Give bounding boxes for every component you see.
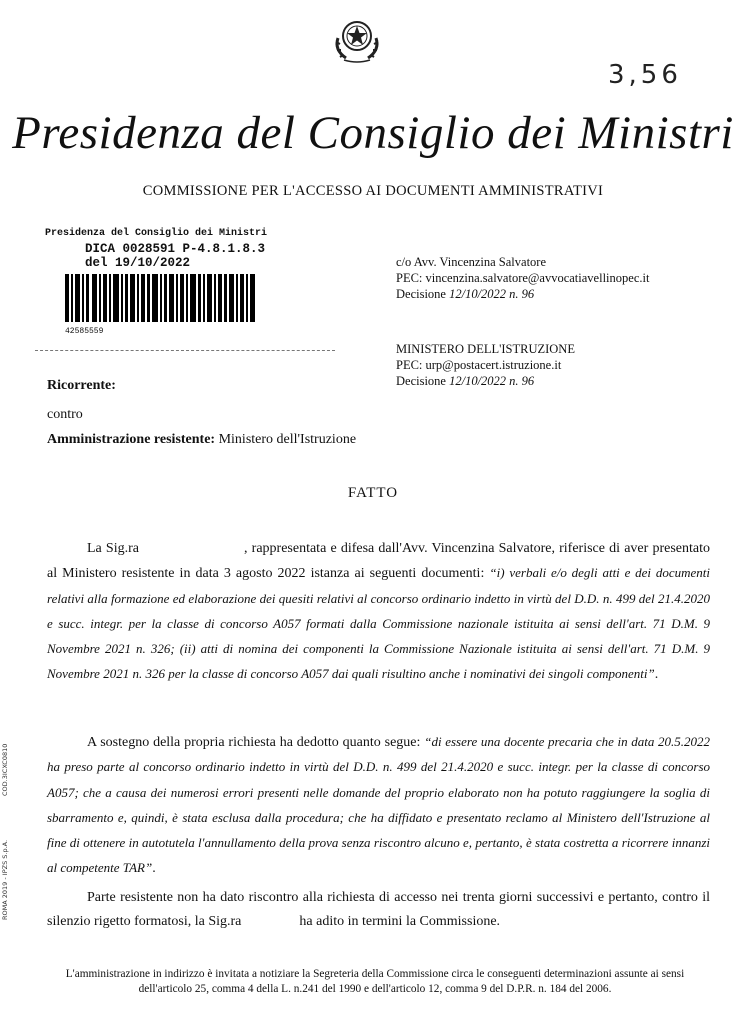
commission-heading: COMMISSIONE PER L'ACCESSO AI DOCUMENTI AMMINISTRATIVI — [142, 183, 604, 199]
page-title: Presidenza del Consiglio dei Ministri — [12, 107, 734, 159]
barcode-icon — [65, 274, 257, 322]
section-title: FATTO — [347, 485, 399, 501]
divider — [35, 350, 335, 351]
decision-value: 12/10/2022 n. 96 — [449, 374, 535, 388]
recipient-ministry-name: MINISTERO DELL'ISTRUZIONE — [396, 342, 575, 356]
paragraph-1: La Sig.ra , rappresentata e difesa dall'Avv. Vincenzina Salvatore, riferisce di aver presentato al Ministero resistente in data 3 agosto 2022 istanza ai seguenti documenti: “i) verbali e/o degli atti e dei documenti relativi alla formazione ed elaborazione dei quesiti relativi al concorso ordinario indetto in virtù del D.D. n. 499 del 21.4.2020 e succ. integr. per la classe di concorso A057 formati dalla Commissione nazionale istituita ai sensi dell'art. 71 D.M. 9 Novembre 2021 n. 326; (ii) atti di nomina dei componenti la Commissione Nazionale istituita ai sensi dell'art. 71 D.M. 9 Novembre 2021 n. 326 per la classe di concorso A057 dai quali risultino anche i nominativi dei singoli componenti”. — [47, 541, 711, 683]
paragraph-3-start: Parte resistente non ha dato riscontro alla richiesta di accesso nei trenta giorni successivi e pertanto, contro il silenzio rigetto formatosi, la Sig.ra — [47, 890, 710, 930]
handwritten-number: 3,56 — [608, 60, 682, 90]
paragraph-1-start: La Sig.ra — [87, 541, 139, 556]
recipient-ministry-pec: PEC: urp@postacert.istruzione.it — [396, 358, 562, 372]
paragraph-3 — [47, 886, 710, 935]
recipient-lawyer-name: c/o Avv. Vincenzina Salvatore — [396, 255, 547, 269]
paragraph-2: A sostegno della propria richiesta ha dedotto quanto segue: “di essere una docente precaria che in data 20.5.2022 ha preso parte al concorso ordinario indetto in virtù del D.D. n. 499 del 21.4.2020 e succ. integr. per la classe di concorso A057; che a causa dei numerosi errori presenti nelle domande del proprio elaborato non ha potuto raggiungere la soglia di sbarramento e, quindi, è stata esclusa dalla procedura; che ha diffidato e presentato reclamo al Ministero dell'Istruzione al fine di ottenere in autotutela l'annullamento della prova senza riscontro alcuno e, pertanto, è stata costretta a ricorrere innanzi al competente TAR”. — [47, 734, 710, 877]
paragraph-2-start: A sostegno della propria richiesta ha dedotto quanto segue: — [87, 735, 425, 750]
footer-note: L'amministrazione in indirizzo è invitata a notiziare la Segreteria della Commissione circa le conseguenti determinazioni assunte ai sensi dell'articolo 25, comma 4 della L. n.241 del 1990 e dell'articolo 12, comma 9 del D.P.R. n. 184 del 2006. — [65, 968, 685, 995]
recipient-lawyer-pec: PEC: vincenzina.salvatore@avvocatiavellinopec.it — [396, 271, 650, 285]
decision-label: Decisione — [396, 287, 446, 301]
amministrazione-label: Amministrazione resistente: — [47, 432, 216, 447]
recipient-ministry — [396, 341, 575, 389]
ricorrente-label: Ricorrente: — [47, 378, 116, 393]
decision-value: 12/10/2022 n. 96 — [449, 287, 535, 301]
amministrazione-line — [47, 432, 356, 448]
side-code: COD.3ICXC0810 — [1, 743, 9, 796]
paragraph-2-quote: “di essere una docente precaria che in data 20.5.2022 ha preso parte al concorso ordinario indetto in virtù del D.D. n. 499 del 21.4.2020 e succ. integr. per la classe di concorso A057; che a causa dei numerosi errori presenti nelle domande del proprio elaborato non ha potuto raggiungere la soglia di sbarramento e, quindi, è stata esclusa dalla procedura; che ha diffidato e presentato reclamo al Ministero dell'Istruzione al fine di ottenere in autotutela l'annullamento della prova senza riscontro alcuno e, pertanto, è stata costretta a ricorrere innanzi al competente TAR” — [47, 734, 710, 876]
decision-label: Decisione — [396, 374, 446, 388]
contro-text: contro — [47, 407, 83, 422]
side-printer: ROMA 2019 - IPZS S.p.A. — [1, 839, 9, 920]
recipient-ministry-decision — [396, 373, 575, 389]
paragraph-1-body: , rappresentata e difesa dall'Avv. Vincenzina Salvatore, riferisce di aver presentato al Ministero resistente in data 3 agosto 2022 istanza ai seguenti documenti: — [47, 541, 711, 582]
side-print-marks — [0, 700, 14, 930]
stamp-line-3: del 19/10/2022 — [85, 256, 191, 270]
barcode-number: 42585559 — [65, 327, 104, 336]
paragraph-3-end: ha adito in termini la Commissione. — [299, 914, 501, 930]
stamp-line-1: Presidenza del Consiglio dei Ministri — [45, 228, 268, 239]
recipient-lawyer-decision — [396, 286, 649, 302]
recipient-lawyer — [396, 254, 649, 302]
paragraph-1-quote: “i) verbali e/o degli atti e dei documenti relativi alla formazione ed elaborazione dei quesiti relativi al concorso ordinario indetto in virtù del D.D. n. 499 del 21.4.2020 e succ. integr. per la classe di concorso A057 formati dalla Commissione nazionale istituita ai sensi dell'art. 71 D.M. 9 Novembre 2021 n. 326; (ii) atti di nomina dei componenti la Commissione Nazionale istituita ai sensi dell'art. 71 D.M. 9 Novembre 2021 n. 326 per la classe di concorso A057 dai quali risultino anche i nominativi dei singoli componenti” — [47, 565, 710, 682]
stamp-line-2: DICA 0028591 P-4.8.1.8.3 — [85, 242, 266, 256]
amministrazione-value: Ministero dell'Istruzione — [218, 432, 357, 447]
republic-emblem-icon — [328, 8, 386, 66]
protocol-stamp — [45, 228, 295, 336]
